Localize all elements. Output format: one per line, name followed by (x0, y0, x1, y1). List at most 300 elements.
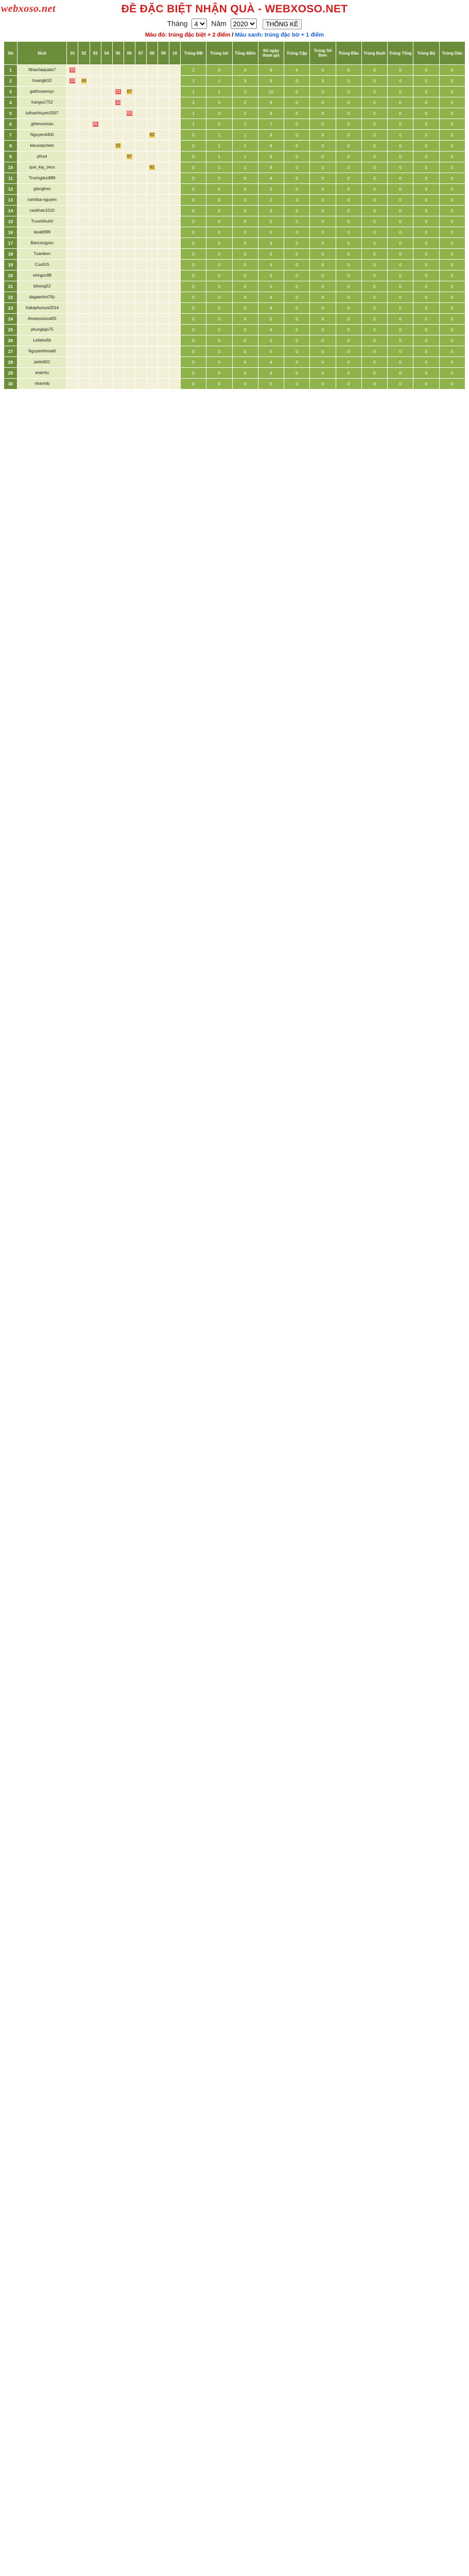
stat-cell: 0 (388, 206, 413, 216)
day-cell (146, 65, 158, 76)
row-nick[interactable]: phuoi (18, 151, 67, 162)
stat-cell: 0 (439, 325, 465, 335)
stat-cell: 0 (439, 162, 465, 173)
stat-cell: 0 (181, 314, 206, 325)
stat-cell: 0 (388, 368, 413, 379)
stat-cell: 0 (361, 270, 387, 281)
day-cell (158, 346, 169, 357)
day-number-tag: 21 (115, 89, 120, 94)
row-nick[interactable]: Anseaxxixcal55 (18, 314, 67, 325)
stat-cell: 0 (181, 173, 206, 184)
stat-cell: 1 (181, 87, 206, 97)
day-cell (90, 195, 101, 206)
stat-cell: 0 (232, 249, 258, 260)
stat-cell: 9 (258, 151, 284, 162)
day-number-tag: 44 (81, 78, 86, 83)
day-cell (169, 130, 180, 141)
stat-cell: 0 (413, 249, 439, 260)
stat-cell: 0 (388, 303, 413, 314)
stat-cell: 0 (310, 357, 336, 368)
row-nick[interactable]: kieuxepchien (18, 141, 67, 151)
stat-cell: 0 (206, 270, 232, 281)
stat-cell: 0 (181, 335, 206, 346)
stat-cell: 0 (439, 346, 465, 357)
day-cell (101, 162, 112, 173)
col-header-day: 09 (158, 42, 169, 65)
day-cell (135, 162, 146, 173)
day-cell (67, 357, 78, 368)
row-nick[interactable]: Nhachaqualw7 (18, 65, 67, 76)
day-cell (169, 151, 180, 162)
stat-cell: 9 (258, 76, 284, 87)
day-cell (124, 368, 135, 379)
day-cell (90, 216, 101, 227)
row-nick[interactable]: Nguyenthimai0 (18, 346, 67, 357)
stat-cell: 0 (361, 87, 387, 97)
table-row (4, 346, 465, 357)
stat-cell: 8 (258, 97, 284, 108)
stat-cell: 0 (336, 249, 361, 260)
day-cell (146, 87, 158, 97)
day-cell (169, 173, 180, 184)
stat-cell: 0 (232, 238, 258, 249)
day-cell (101, 325, 112, 335)
day-cell (67, 335, 78, 346)
day-cell (158, 76, 169, 87)
stat-cell: 0 (439, 260, 465, 270)
col-header-stat: Trúng Đuôi (361, 42, 387, 65)
stat-cell: 0 (284, 216, 310, 227)
col-header-stat: Trúng Đầu (336, 42, 361, 65)
stat-cell: 0 (206, 368, 232, 379)
col-header-stat: Trúng Bộ (413, 42, 439, 65)
stat-cell: 0 (181, 206, 206, 216)
stat-cell: 0 (232, 173, 258, 184)
stat-cell: 3 (232, 76, 258, 87)
stat-cell: 1 (232, 141, 258, 151)
stat-cell: 0 (439, 151, 465, 162)
day-cell (135, 368, 146, 379)
stat-cell: 0 (232, 325, 258, 335)
day-cell (135, 270, 146, 281)
stat-cell: 0 (181, 195, 206, 206)
stat-cell: 0 (181, 151, 206, 162)
day-cell (67, 216, 78, 227)
stat-cell: 1 (181, 119, 206, 130)
day-cell (135, 346, 146, 357)
row-nick[interactable]: Tuaniken (18, 249, 67, 260)
stat-cell: 0 (439, 141, 465, 151)
stat-cell: 0 (361, 260, 387, 270)
day-cell (67, 227, 78, 238)
stat-cell: 1 (206, 141, 232, 151)
stat-cell: 0 (284, 238, 310, 249)
day-cell (78, 162, 90, 173)
day-cell (146, 357, 158, 368)
filter-bar (0, 19, 469, 29)
day-cell (90, 141, 101, 151)
day-cell (146, 368, 158, 379)
day-cell (112, 87, 124, 97)
stat-cell: 0 (361, 346, 387, 357)
stat-cell: 0 (336, 151, 361, 162)
stat-cell: 0 (439, 65, 465, 76)
day-cell (112, 76, 124, 87)
stat-cell: 0 (310, 173, 336, 184)
day-cell (158, 249, 169, 260)
day-cell (135, 260, 146, 270)
stat-cell: 0 (413, 281, 439, 292)
day-cell (146, 130, 158, 141)
day-cell (158, 108, 169, 119)
day-cell (135, 76, 146, 87)
col-header-day: 01 (67, 42, 78, 65)
row-nick[interactable]: anamtu (18, 368, 67, 379)
day-cell (90, 184, 101, 195)
stat-cell: 0 (310, 227, 336, 238)
stat-cell: 0 (181, 357, 206, 368)
row-nick[interactable]: trangw1752 (18, 97, 67, 108)
day-cell (146, 346, 158, 357)
day-cell (135, 357, 146, 368)
day-cell (112, 130, 124, 141)
row-nick[interactable]: caokhan1010 (18, 206, 67, 216)
row-stt: 4 (4, 97, 18, 108)
day-cell (101, 76, 112, 87)
day-cell (90, 130, 101, 141)
row-nick[interactable]: Truonhhuh0 (18, 216, 67, 227)
stat-cell: 2 (232, 108, 258, 119)
stat-cell: 0 (413, 184, 439, 195)
day-cell (169, 368, 180, 379)
day-cell (112, 65, 124, 76)
day-cell (67, 97, 78, 108)
stat-cell: 0 (361, 195, 387, 206)
day-cell (158, 379, 169, 389)
day-cell (158, 281, 169, 292)
stat-cell: 0 (206, 335, 232, 346)
row-stt: 5 (4, 108, 18, 119)
day-cell (78, 65, 90, 76)
stat-cell: 0 (388, 151, 413, 162)
stat-cell: 5 (258, 270, 284, 281)
day-cell (67, 270, 78, 281)
day-number-tag: 22 (115, 143, 120, 148)
stat-cell: 0 (181, 227, 206, 238)
stat-cell: 0 (206, 346, 232, 357)
day-cell (67, 151, 78, 162)
stat-cell: 9 (258, 108, 284, 119)
stat-cell: 0 (232, 379, 258, 389)
row-stt: 7 (4, 130, 18, 141)
stat-cell: 5 (258, 379, 284, 389)
day-cell (67, 238, 78, 249)
day-cell (112, 249, 124, 260)
day-cell (158, 335, 169, 346)
stat-cell: 0 (206, 108, 232, 119)
day-cell (78, 249, 90, 260)
stat-cell: 0 (206, 303, 232, 314)
row-nick[interactable]: ghiencomau (18, 119, 67, 130)
stat-cell: 0 (439, 184, 465, 195)
day-cell (78, 292, 90, 303)
day-cell (169, 216, 180, 227)
day-cell (67, 206, 78, 216)
row-nick[interactable]: Nguyen4400 (18, 130, 67, 141)
day-cell (124, 335, 135, 346)
stat-cell: 5 (258, 216, 284, 227)
day-cell (90, 346, 101, 357)
stat-cell: 0 (232, 314, 258, 325)
stat-cell: 0 (206, 65, 232, 76)
results-table-wrap (4, 41, 465, 389)
day-cell (124, 65, 135, 76)
stat-cell: 0 (361, 227, 387, 238)
stat-cell: 0 (413, 292, 439, 303)
stat-cell: 0 (336, 65, 361, 76)
stat-cell: 0 (413, 173, 439, 184)
day-cell (169, 108, 180, 119)
row-stt: 27 (4, 346, 18, 357)
stat-cell: 0 (388, 130, 413, 141)
stat-cell: 1 (232, 162, 258, 173)
row-stt: 26 (4, 335, 18, 346)
row-nick[interactable]: giangtreo (18, 184, 67, 195)
day-cell (112, 379, 124, 389)
stat-cell: 0 (413, 162, 439, 173)
stat-cell: 1 (232, 151, 258, 162)
day-cell (101, 314, 112, 325)
day-cell (124, 151, 135, 162)
day-cell (158, 151, 169, 162)
stat-cell: 0 (284, 249, 310, 260)
stat-cell: 0 (310, 195, 336, 206)
stat-cell: 0 (361, 119, 387, 130)
day-number-tag: 62 (149, 132, 154, 137)
day-number-tag: 23 (70, 78, 75, 83)
stat-cell: 0 (388, 249, 413, 260)
stat-cell: 9 (258, 65, 284, 76)
table-row (4, 379, 465, 389)
row-nick[interactable]: que_kaj_zeco (18, 162, 67, 173)
stat-cell: 0 (413, 368, 439, 379)
page-header (0, 0, 469, 32)
day-cell (158, 97, 169, 108)
stat-cell: 0 (181, 346, 206, 357)
stat-cell: 0 (232, 184, 258, 195)
day-cell (67, 184, 78, 195)
stat-cell: 0 (388, 357, 413, 368)
row-nick[interactable]: Bancongyeu (18, 238, 67, 249)
day-cell (90, 314, 101, 325)
day-number-tag: 31 (70, 67, 75, 72)
day-cell (112, 184, 124, 195)
stat-cell: 0 (310, 238, 336, 249)
row-nick[interactable]: vinhgoc88 (18, 270, 67, 281)
day-cell (169, 87, 180, 97)
day-cell (124, 216, 135, 227)
day-cell (169, 119, 180, 130)
day-cell (101, 119, 112, 130)
day-cell (78, 76, 90, 87)
month-select[interactable] (192, 19, 207, 29)
day-cell (67, 379, 78, 389)
day-cell (135, 108, 146, 119)
row-nick[interactable]: jaxkoli01 (18, 357, 67, 368)
day-cell (146, 260, 158, 270)
results-table (4, 41, 465, 389)
stat-cell: 5 (258, 314, 284, 325)
day-cell (78, 130, 90, 141)
stat-cell: 2 (258, 184, 284, 195)
row-nick[interactable]: hoangbi10 (18, 76, 67, 87)
row-nick[interactable]: namlisa-nguyen (18, 195, 67, 206)
row-nick[interactable]: Leilaha5b (18, 335, 67, 346)
stat-cell: 0 (181, 292, 206, 303)
day-cell (146, 292, 158, 303)
stat-cell: 0 (284, 119, 310, 130)
day-cell (169, 335, 180, 346)
day-cell (124, 108, 135, 119)
day-cell (158, 325, 169, 335)
stat-cell: 0 (361, 141, 387, 151)
row-nick[interactable]: gaithoxenoyc (18, 87, 67, 97)
day-cell (146, 281, 158, 292)
day-cell (169, 162, 180, 173)
stat-cell: 0 (439, 119, 465, 130)
stat-cell: 0 (388, 260, 413, 270)
row-stt: 3 (4, 87, 18, 97)
day-cell (112, 216, 124, 227)
day-cell (78, 206, 90, 216)
stats-submit-button[interactable]: THỐNG KÊ (263, 19, 302, 29)
day-cell (124, 227, 135, 238)
stat-cell: 0 (413, 119, 439, 130)
stat-cell: 1 (206, 130, 232, 141)
stat-cell: 0 (388, 238, 413, 249)
day-cell (67, 281, 78, 292)
stat-cell: 0 (310, 65, 336, 76)
day-cell (169, 184, 180, 195)
stat-cell: 0 (206, 281, 232, 292)
stat-cell: 0 (361, 303, 387, 314)
day-cell (169, 314, 180, 325)
day-number-tag: 67 (127, 154, 132, 159)
day-cell (78, 281, 90, 292)
stat-cell: 0 (310, 151, 336, 162)
stat-cell: 0 (388, 379, 413, 389)
day-cell (112, 162, 124, 173)
day-cell (169, 325, 180, 335)
stat-cell: 0 (284, 151, 310, 162)
table-row (4, 108, 465, 119)
row-stt: 1 (4, 65, 18, 76)
stat-cell: 0 (232, 303, 258, 314)
stat-cell: 3 (232, 87, 258, 97)
day-cell (67, 119, 78, 130)
stat-cell: 0 (232, 195, 258, 206)
stat-cell: 0 (284, 357, 310, 368)
row-nick[interactable]: Cuu615 (18, 260, 67, 270)
stat-cell: 5 (258, 227, 284, 238)
day-cell (101, 216, 112, 227)
day-cell (78, 270, 90, 281)
table-row (4, 119, 465, 130)
row-nick[interactable]: luthanhtuyen2007 (18, 108, 67, 119)
day-cell (146, 119, 158, 130)
stat-cell: 0 (232, 206, 258, 216)
day-cell (101, 292, 112, 303)
row-nick[interactable]: bthong52 (18, 281, 67, 292)
day-cell (67, 65, 78, 76)
row-stt: 29 (4, 368, 18, 379)
stat-cell: 0 (361, 76, 387, 87)
day-cell (146, 151, 158, 162)
row-nick[interactable]: phungiajo75 (18, 325, 67, 335)
stat-cell: 0 (439, 97, 465, 108)
day-cell (124, 357, 135, 368)
stat-cell: 0 (181, 184, 206, 195)
stat-cell: 0 (310, 281, 336, 292)
day-cell (135, 325, 146, 335)
table-row (4, 292, 465, 303)
stat-cell: 0 (413, 260, 439, 270)
stat-cell: 0 (336, 368, 361, 379)
stat-cell: 4 (232, 65, 258, 76)
day-cell (101, 238, 112, 249)
day-cell (112, 141, 124, 151)
row-nick[interactable]: Truongduc888 (18, 173, 67, 184)
row-nick[interactable]: Xakaphunuoi2014 (18, 303, 67, 314)
stat-cell: 4 (258, 260, 284, 270)
table-row (4, 357, 465, 368)
stat-cell: 0 (439, 379, 465, 389)
table-row (4, 260, 465, 270)
stat-cell: 0 (388, 270, 413, 281)
table-row (4, 216, 465, 227)
stat-cell: 3 (310, 87, 336, 97)
day-cell (67, 87, 78, 97)
table-row (4, 303, 465, 314)
year-label: Năm (211, 19, 227, 28)
day-cell (158, 238, 169, 249)
stat-cell: 0 (439, 130, 465, 141)
day-cell (146, 97, 158, 108)
day-cell (146, 206, 158, 216)
day-cell (135, 65, 146, 76)
day-number-tag: 67 (127, 89, 132, 94)
day-cell (158, 173, 169, 184)
day-cell (67, 325, 78, 335)
day-cell (124, 303, 135, 314)
day-cell (169, 379, 180, 389)
day-cell (90, 162, 101, 173)
table-row (4, 314, 465, 325)
row-stt: 17 (4, 238, 18, 249)
stat-cell: 0 (206, 184, 232, 195)
stat-cell: 0 (206, 325, 232, 335)
day-cell (124, 238, 135, 249)
row-nick[interactable]: lasab999 (18, 227, 67, 238)
stat-cell: 5 (258, 281, 284, 292)
row-nick[interactable]: nhanmb (18, 379, 67, 389)
col-header-day: 04 (101, 42, 112, 65)
year-select[interactable] (231, 19, 257, 29)
row-stt: 12 (4, 184, 18, 195)
day-cell (135, 238, 146, 249)
site-logo[interactable]: webxoso.net (1, 3, 56, 14)
row-nick[interactable]: dagaanhoi76z (18, 292, 67, 303)
